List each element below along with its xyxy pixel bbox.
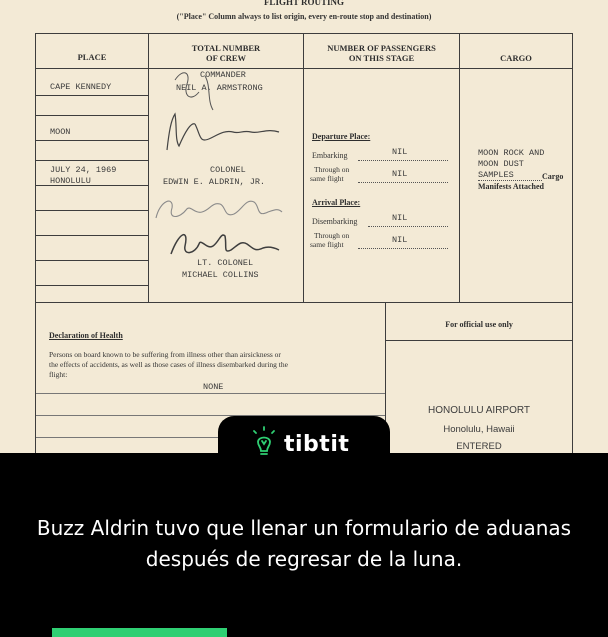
place-row-line-7	[35, 235, 148, 236]
place-date: JULY 24, 1969	[50, 165, 117, 175]
table-top-line	[35, 33, 573, 34]
through1-underline	[358, 182, 448, 183]
official-title: For official use only	[445, 320, 513, 329]
place-row-line-2	[35, 115, 148, 116]
through2-label-l1: Through on	[314, 231, 350, 240]
crew-name-1: NEIL A. ARMSTRONG	[176, 83, 263, 93]
col-header-passengers-l1: NUMBER OF PASSENGERS	[327, 43, 436, 53]
stamp-line-1: HONOLULU AIRPORT	[427, 405, 531, 416]
embarking-value: NIL	[392, 147, 408, 157]
place-destination: HONOLULU	[50, 176, 91, 186]
departure-title: Departure Place:	[312, 132, 371, 141]
form-header-title: FLIGHT ROUTING	[263, 0, 345, 7]
place-row-line-3	[35, 140, 148, 141]
stamp-line-3: ENTERED	[456, 441, 502, 452]
embarking-underline	[358, 160, 448, 161]
cargo-line-3: SAMPLES	[478, 170, 514, 180]
col-divider-3	[459, 33, 460, 303]
crew-rank-1: COMMANDER	[200, 70, 246, 80]
crew-rank-3: LT. COLONEL	[197, 258, 254, 268]
aldrin-signature	[150, 188, 290, 228]
brand-logo	[250, 428, 349, 460]
through2-value: NIL	[392, 235, 408, 245]
disembarking-value: NIL	[392, 213, 408, 223]
crew-rank-2: COLONEL	[210, 165, 246, 175]
place-row-line-4	[35, 160, 148, 161]
health-value: NONE	[203, 382, 224, 392]
table-header-line	[35, 68, 573, 69]
official-header-line	[385, 340, 573, 341]
through2-underline	[358, 248, 448, 249]
through1-label-l1: Through on	[314, 165, 350, 174]
place-row-line-9	[35, 285, 148, 286]
cargo-line-4: Manifests Attached	[478, 182, 544, 191]
arrival-title: Arrival Place:	[312, 198, 361, 207]
place-row-line-1	[35, 95, 148, 96]
cargo-underline	[478, 180, 542, 181]
place-row-line-6	[35, 210, 148, 211]
disembarking-underline	[368, 226, 448, 227]
col-header-place: PLACE	[77, 52, 107, 62]
col-header-crew-l2: OF CREW	[205, 53, 247, 63]
cargo-line-2: MOON DUST	[478, 159, 524, 169]
health-title: Declaration of Health	[49, 331, 123, 340]
table-left-line	[35, 33, 36, 453]
col-divider-2	[303, 33, 304, 303]
crew-name-3: MICHAEL COLLINS	[182, 270, 259, 280]
collins-signature	[165, 226, 285, 262]
health-body-l1: Persons on board known to be suffering from illness other than airsickness or	[49, 350, 281, 359]
embarking-label: Embarking	[312, 151, 348, 160]
place-row-line-8	[35, 260, 148, 261]
armstrong-signature	[155, 62, 295, 162]
health-line-1	[36, 393, 385, 394]
caption-text: Buzz Aldrin tuvo que llenar un formulario de aduanas después de regresar de la luna.	[36, 516, 572, 571]
col-divider-1	[148, 33, 149, 303]
place-origin: CAPE KENNEDY	[50, 82, 112, 92]
through1-label-l2: same flight	[310, 174, 344, 183]
form-header-note: ("Place" Column always to list origin, every en-route stop and destination)	[176, 12, 432, 21]
place-stop: MOON	[50, 127, 71, 137]
health-body-l2: the effects of accidents, as well as those cases of illness disembarked during the	[49, 360, 288, 369]
through1-value: NIL	[392, 169, 408, 179]
col-header-crew-l1: TOTAL NUMBER	[191, 43, 261, 53]
col-header-cargo: CARGO	[500, 53, 532, 63]
disembarking-label: Disembarking	[312, 217, 358, 226]
col-header-passengers-l2: ON THIS STAGE	[348, 53, 415, 63]
through2-label-l2: same flight	[310, 240, 344, 249]
lightbulb-icon	[250, 426, 278, 463]
crew-name-2: EDWIN E. ALDRIN, JR.	[163, 177, 266, 187]
brand-name: tibtit	[284, 431, 350, 457]
cargo-line-3-suffix: Cargo	[542, 172, 564, 181]
cargo-line-1: MOON ROCK AND	[478, 148, 545, 158]
health-body-l3: flight:	[49, 370, 68, 379]
table-bottom-line	[35, 302, 573, 303]
action-button[interactable]	[52, 628, 227, 637]
stamp-line-2: Honolulu, Hawaii	[443, 424, 515, 435]
table-right-line	[572, 33, 573, 453]
